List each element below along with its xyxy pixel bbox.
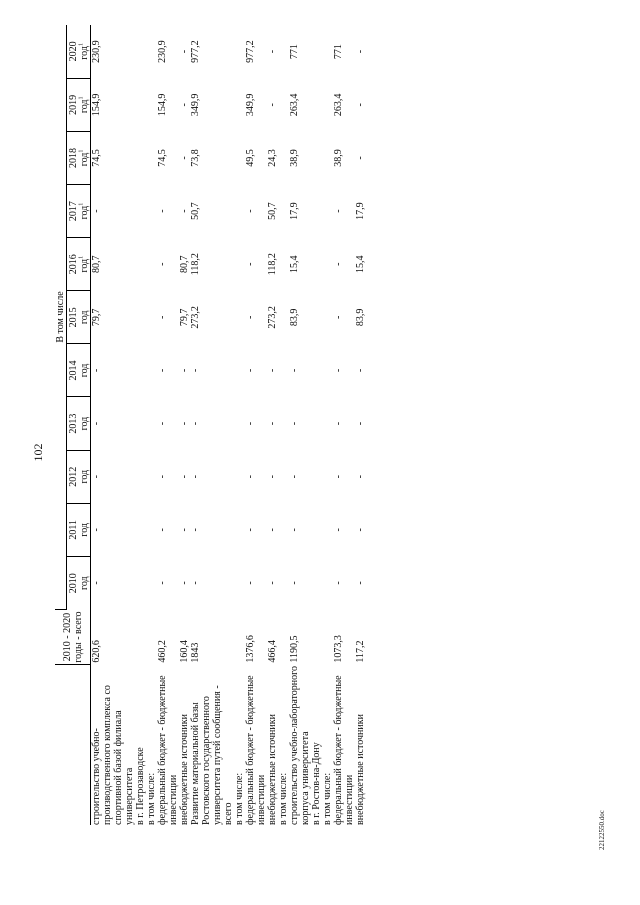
row-total: 117,2 xyxy=(355,640,366,663)
row-value-2016: - xyxy=(157,262,168,266)
row-value-2019 xyxy=(146,78,157,131)
row-label: в том числе: xyxy=(234,772,245,825)
header-year-2018 xyxy=(67,131,91,184)
header-year-footnote-mark: 1 xyxy=(78,202,85,206)
row-value-2013: - xyxy=(91,421,102,426)
row-label: в том числе: xyxy=(278,772,289,825)
table-row xyxy=(91,25,136,825)
row-value-2014: - xyxy=(190,368,201,373)
row-value-2012: - xyxy=(333,475,344,479)
header-year-unit xyxy=(79,79,90,131)
header-label-column xyxy=(55,665,91,825)
row-value-2013 xyxy=(311,397,322,450)
row-value-2017 xyxy=(278,185,289,238)
row-value-2015 xyxy=(135,291,146,344)
row-value-2019 xyxy=(135,78,146,131)
row-value-2013: - xyxy=(267,421,278,426)
row-value-2016: 80,7 xyxy=(91,255,102,273)
row-value-2019 xyxy=(234,78,245,131)
row-value-2015 xyxy=(234,291,245,344)
row-value-2016: - xyxy=(245,262,256,266)
row-value-2014: - xyxy=(157,368,168,373)
row-total xyxy=(146,610,157,665)
row-value-2014: - xyxy=(355,368,366,373)
row-value-2010: - xyxy=(179,581,190,585)
row-value-2011 xyxy=(135,503,146,556)
header-year-2019 xyxy=(67,78,91,131)
row-value-2017: - xyxy=(157,209,168,213)
row-value-2015: 273,2 xyxy=(267,306,278,329)
row-value-2017: 50,7 xyxy=(190,202,201,220)
table-row xyxy=(234,25,245,825)
row-value-2018 xyxy=(146,131,157,184)
row-value-2018 xyxy=(135,131,146,184)
row-value-2013 xyxy=(234,397,245,450)
row-value-2019: 154,9 xyxy=(91,93,102,117)
row-value-2020: 977,2 xyxy=(245,40,256,63)
row-value-2012: - xyxy=(179,475,190,479)
row-value-2011: - xyxy=(333,528,344,532)
row-value-2014 xyxy=(135,344,146,397)
row-value-2011 xyxy=(234,503,245,556)
header-year-number: 2012 xyxy=(67,466,79,487)
row-label: федеральный бюджет - бюджетные инвестиции xyxy=(157,675,179,825)
row-value-2020 xyxy=(146,25,157,78)
row-value-2016: 80,7 xyxy=(179,255,190,273)
row-value-2018: 38,9 xyxy=(333,149,344,167)
row-label: федеральный бюджет - бюджетные инвестиции xyxy=(245,675,267,825)
row-value-2012 xyxy=(135,450,146,503)
row-label: в том числе: xyxy=(146,772,157,825)
row-total xyxy=(234,610,245,665)
page-number: 102 xyxy=(31,443,45,462)
header-year-unit-text: год xyxy=(78,46,90,60)
header-total: 2010 - 2020 годы - всего xyxy=(55,610,91,665)
row-value-2013 xyxy=(146,397,157,450)
header-year-footnote-mark: 1 xyxy=(78,43,85,47)
row-value-2018: 24,3 xyxy=(267,149,278,167)
header-year-unit-text: год xyxy=(78,205,90,220)
header-year-unit-text: год xyxy=(78,258,90,273)
row-value-2010: - xyxy=(333,581,344,585)
row-value-2015: 273,2 xyxy=(190,306,201,329)
row-value-2012 xyxy=(278,450,289,503)
row-value-2019: - xyxy=(355,103,366,107)
footer-doc-name: 22122550.doc xyxy=(598,810,606,850)
row-value-2016: 15,4 xyxy=(289,255,300,273)
row-value-2018: 74,5 xyxy=(91,149,102,167)
row-value-2012: - xyxy=(289,475,300,479)
row-value-2019: 263,4 xyxy=(333,93,344,117)
row-value-2010: - xyxy=(190,581,201,585)
row-value-2012: - xyxy=(190,475,201,479)
row-value-2018: - xyxy=(355,156,366,160)
row-total xyxy=(322,610,333,665)
row-value-2018: - xyxy=(179,156,190,160)
row-value-2016 xyxy=(146,238,157,291)
row-value-2011: - xyxy=(190,528,201,532)
header-year-unit-text: год xyxy=(78,576,90,591)
row-value-2012: - xyxy=(267,475,278,479)
row-total: 1843 xyxy=(190,642,201,663)
row-value-2016 xyxy=(234,238,245,291)
row-value-2011: - xyxy=(289,528,300,532)
row-value-2012 xyxy=(311,450,322,503)
row-value-2019 xyxy=(278,78,289,131)
row-value-2011: - xyxy=(355,528,366,532)
row-value-2014: - xyxy=(289,368,300,373)
row-value-2018 xyxy=(234,131,245,184)
row-value-2010: - xyxy=(355,581,366,585)
header-year-2011 xyxy=(67,503,91,556)
row-value-2013: - xyxy=(333,421,344,426)
row-value-2017: - xyxy=(245,209,256,213)
row-value-2015 xyxy=(146,291,157,344)
row-value-2014: - xyxy=(91,368,102,373)
row-value-2020: 771 xyxy=(333,44,344,60)
header-year-2015 xyxy=(67,291,91,344)
row-value-2010 xyxy=(322,556,333,609)
header-year-unit xyxy=(79,132,90,184)
row-value-2014 xyxy=(311,344,322,397)
header-year-unit-text: год xyxy=(78,522,90,537)
row-value-2020: - xyxy=(355,49,366,54)
row-value-2015 xyxy=(322,291,333,344)
row-value-2010: - xyxy=(289,581,300,585)
row-value-2010 xyxy=(278,556,289,609)
row-label: Развитие материальной базы Ростовского государственного университета путей сообщения - всего xyxy=(190,685,234,825)
header-year-2014 xyxy=(67,344,91,397)
row-value-2013: - xyxy=(179,421,190,426)
row-value-2015 xyxy=(311,291,322,344)
row-value-2011 xyxy=(311,503,322,556)
row-label: внебюджетные источники xyxy=(179,714,190,825)
row-label: строительство учебно-производственного комплекса со спортивной базой филиала университета xyxy=(91,685,135,825)
row-value-2012: - xyxy=(355,475,366,479)
header-year-unit-text: год xyxy=(78,310,90,325)
row-value-2018: 73,8 xyxy=(190,149,201,167)
row-value-2013 xyxy=(135,397,146,450)
row-total xyxy=(135,610,146,665)
row-label: в г. Ростов-на-Дону xyxy=(311,742,322,825)
row-label: федеральный бюджет - бюджетные инвестиции xyxy=(333,675,355,825)
row-value-2010: - xyxy=(245,581,256,585)
row-value-2010: - xyxy=(157,581,168,585)
row-value-2015: - xyxy=(157,315,168,319)
row-total: 466,4 xyxy=(267,640,278,663)
row-value-2019: - xyxy=(179,103,190,107)
header-year-number: 2019 xyxy=(67,94,79,115)
header-year-unit xyxy=(79,25,90,78)
row-value-2018 xyxy=(278,131,289,184)
row-value-2020 xyxy=(311,25,322,78)
row-value-2020: 230,9 xyxy=(157,40,168,63)
row-label: в том числе: xyxy=(322,772,333,825)
header-year-unit xyxy=(79,185,90,237)
header-year-unit-text: год xyxy=(78,469,90,484)
row-value-2019: 349,9 xyxy=(245,93,256,117)
row-value-2017: - xyxy=(179,209,190,213)
row-value-2010: - xyxy=(91,581,102,585)
row-total xyxy=(278,610,289,665)
row-value-2011 xyxy=(278,503,289,556)
header-year-unit xyxy=(79,557,90,610)
table-row xyxy=(190,25,234,825)
row-label: строительство учебно-лабораторного корпуса университета xyxy=(289,666,311,825)
row-value-2011 xyxy=(322,503,333,556)
header-year-number: 2014 xyxy=(67,360,79,381)
table-row xyxy=(355,25,366,825)
header-year-2010 xyxy=(67,556,91,609)
row-value-2016: - xyxy=(333,262,344,266)
row-value-2017: 17,9 xyxy=(289,202,300,220)
header-year-number: 2010 xyxy=(67,573,79,594)
row-value-2012: - xyxy=(245,475,256,479)
row-value-2016 xyxy=(135,238,146,291)
table-row xyxy=(135,25,146,825)
row-value-2020: - xyxy=(179,49,190,54)
header-year-footnote-mark: 1 xyxy=(78,255,85,259)
header-year-unit xyxy=(79,504,90,556)
header-year-2017 xyxy=(67,185,91,238)
row-value-2015: 83,9 xyxy=(289,308,300,327)
row-value-2017: 17,9 xyxy=(355,202,366,220)
row-value-2020: 230,9 xyxy=(91,40,102,63)
header-year-number: 2011 xyxy=(67,520,79,540)
header-year-2012 xyxy=(67,450,91,503)
row-total: 160,4 xyxy=(179,640,190,663)
row-value-2011: - xyxy=(157,528,168,532)
row-value-2012: - xyxy=(157,475,168,479)
row-value-2010 xyxy=(146,556,157,609)
header-year-footnote-mark: 1 xyxy=(78,149,85,153)
row-value-2015: 79,7 xyxy=(91,308,102,327)
row-value-2014 xyxy=(234,344,245,397)
row-value-2019 xyxy=(322,78,333,131)
table-body xyxy=(91,25,367,825)
row-value-2010 xyxy=(234,556,245,609)
row-value-2017 xyxy=(234,185,245,238)
row-value-2016 xyxy=(311,238,322,291)
row-value-2014: - xyxy=(245,368,256,373)
row-value-2015: - xyxy=(245,315,256,319)
row-value-2019: 154,9 xyxy=(157,93,168,117)
table-row xyxy=(146,25,157,825)
header-year-unit xyxy=(79,238,90,290)
row-value-2013: - xyxy=(245,421,256,426)
row-value-2019 xyxy=(311,78,322,131)
row-total: 460,2 xyxy=(157,640,168,663)
row-value-2015 xyxy=(278,291,289,344)
row-value-2014: - xyxy=(267,368,278,373)
row-value-2011 xyxy=(146,503,157,556)
row-value-2013 xyxy=(322,397,333,450)
table-row xyxy=(179,25,190,825)
header-year-number: 2016 xyxy=(67,254,79,275)
row-value-2016: 15,4 xyxy=(355,255,366,273)
table-row xyxy=(157,25,179,825)
row-total: 1190,5 xyxy=(289,635,300,663)
header-year-number: 2017 xyxy=(67,201,79,222)
row-value-2014: - xyxy=(179,368,190,373)
row-total xyxy=(311,610,322,665)
row-total: 1376,6 xyxy=(245,635,256,663)
row-value-2019: 349,9 xyxy=(190,93,201,117)
header-year-number: 2013 xyxy=(67,413,79,434)
row-label: в г. Петрозаводске xyxy=(135,747,146,825)
row-value-2015: - xyxy=(333,315,344,319)
row-value-2017: - xyxy=(333,209,344,213)
row-value-2014: - xyxy=(333,368,344,373)
row-value-2013: - xyxy=(190,421,201,426)
header-year-unit-text: год xyxy=(78,416,90,431)
header-year-unit xyxy=(79,344,90,396)
header-year-2020 xyxy=(67,25,91,78)
table-row xyxy=(333,25,355,825)
row-value-2013: - xyxy=(355,421,366,426)
table-row xyxy=(245,25,267,825)
header-in-that-number: В том числе xyxy=(55,25,67,610)
header-year-number: 2015 xyxy=(67,307,79,328)
header-year-number: 2018 xyxy=(67,147,79,168)
row-value-2016: 118,2 xyxy=(267,253,278,276)
row-value-2020: 977,2 xyxy=(190,40,201,63)
row-value-2011: - xyxy=(91,528,102,532)
row-value-2014 xyxy=(278,344,289,397)
header-year-unit xyxy=(79,451,90,503)
row-value-2017 xyxy=(135,185,146,238)
row-label: внебюджетные источники xyxy=(267,714,278,825)
row-value-2012: - xyxy=(91,475,102,479)
row-value-2017 xyxy=(146,185,157,238)
row-value-2020 xyxy=(234,25,245,78)
table-row xyxy=(278,25,289,825)
row-value-2012 xyxy=(322,450,333,503)
header-year-number: 2020 xyxy=(67,41,79,62)
row-value-2012 xyxy=(146,450,157,503)
row-value-2020 xyxy=(278,25,289,78)
row-value-2014 xyxy=(146,344,157,397)
row-value-2012 xyxy=(234,450,245,503)
row-value-2011: - xyxy=(179,528,190,532)
row-total: 620,6 xyxy=(91,640,102,663)
row-value-2011: - xyxy=(245,528,256,532)
row-value-2018: 38,9 xyxy=(289,149,300,167)
row-value-2010 xyxy=(135,556,146,609)
header-year-unit xyxy=(79,398,90,450)
header-year-unit-text: год xyxy=(78,152,90,167)
row-value-2018 xyxy=(322,131,333,184)
row-value-2017 xyxy=(311,185,322,238)
row-value-2011: - xyxy=(267,528,278,532)
table-row xyxy=(267,25,278,825)
row-value-2016 xyxy=(278,238,289,291)
row-value-2017: - xyxy=(91,209,102,213)
row-value-2010: - xyxy=(267,581,278,585)
header-year-2016 xyxy=(67,238,91,291)
row-label: внебюджетные источники xyxy=(355,714,366,825)
row-value-2017 xyxy=(322,185,333,238)
row-total: 1073,3 xyxy=(333,635,344,663)
funding-table xyxy=(55,25,366,825)
row-value-2016: 118,2 xyxy=(190,253,201,276)
row-value-2018: 49,5 xyxy=(245,149,256,167)
header-year-footnote-mark: 1 xyxy=(78,96,85,100)
header-year-unit xyxy=(79,291,90,343)
table-row xyxy=(322,25,333,825)
header-year-unit-text: год xyxy=(78,99,90,114)
row-value-2015: 83,9 xyxy=(355,308,366,327)
row-value-2019: 263,4 xyxy=(289,93,300,117)
row-value-2013: - xyxy=(157,421,168,426)
row-value-2013 xyxy=(278,397,289,450)
row-value-2015: 79,7 xyxy=(179,308,190,327)
row-value-2018: 74,5 xyxy=(157,149,168,167)
row-value-2020: 771 xyxy=(289,44,300,60)
row-value-2013: - xyxy=(289,421,300,426)
header-year-2013 xyxy=(67,397,91,450)
row-value-2019: - xyxy=(267,103,278,107)
row-value-2010 xyxy=(311,556,322,609)
row-value-2018 xyxy=(311,131,322,184)
row-value-2017: 50,7 xyxy=(267,202,278,220)
table-row xyxy=(289,25,311,825)
row-value-2014 xyxy=(322,344,333,397)
row-value-2020 xyxy=(135,25,146,78)
table-row xyxy=(311,25,322,825)
row-value-2020: - xyxy=(267,49,278,54)
header-year-unit-text: год xyxy=(78,363,90,378)
row-value-2016 xyxy=(322,238,333,291)
row-value-2020 xyxy=(322,25,333,78)
